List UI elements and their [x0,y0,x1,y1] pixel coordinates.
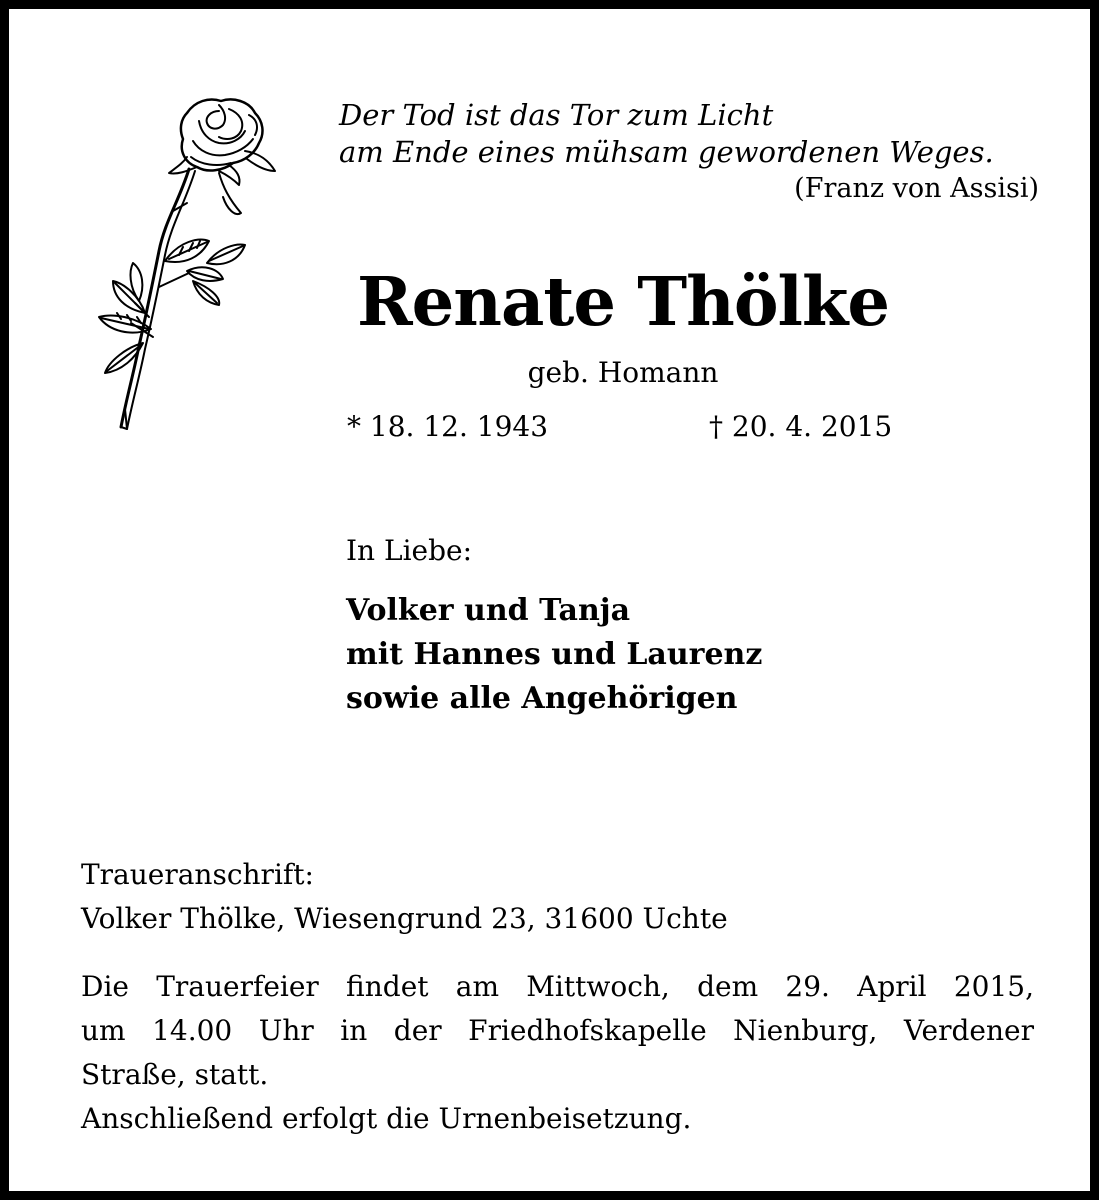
rose-illustration-icon [69,91,289,437]
quote-line: am Ende eines mühsam gewordenen Weges. [339,135,994,169]
quote-source: (Franz von Assisi) [794,173,1039,204]
mourner-line: mit Hannes und Laurenz [346,637,763,672]
burial-note: Anschließend erfolgt die Urnenbeisetzung. [81,1102,692,1135]
service-line: um 14.00 Uhr in der Friedhofskapelle Nienburg, Verdener [81,1014,1034,1047]
quote-line: Der Tod ist das Tor zum Licht [339,98,774,132]
mourners-label: In Liebe: [346,534,473,567]
service-line: Straße, statt. [81,1058,269,1091]
birth-name: geb. Homann [527,356,719,389]
service-info [81,965,1034,1097]
quote-block [339,97,1039,207]
mourners-list [346,589,762,721]
service-line: Die Trauerfeier findet am Mittwoch, dem 29. April 2015, [81,970,1034,1003]
death-date: † 20. 4. 2015 [709,410,893,443]
deceased-name: Renate Thölke [356,262,890,341]
address-value: Volker Thölke, Wiesengrund 23, 31600 Uchte [81,902,728,935]
birth-date: * 18. 12. 1943 [347,410,549,443]
mourner-line: sowie alle Angehörigen [346,681,738,716]
address-label: Traueranschrift: [81,858,314,891]
mourner-line: Volker und Tanja [346,593,631,628]
mourning-address [81,853,728,941]
